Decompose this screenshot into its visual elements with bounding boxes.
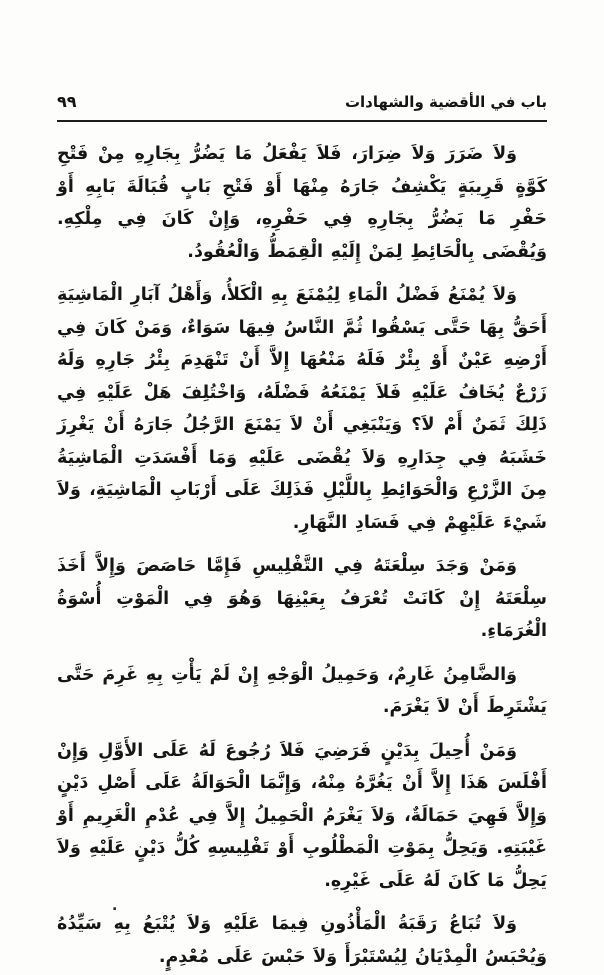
stray-print-mark: . — [112, 898, 118, 914]
chapter-title: باب في الأقضية والشهادات — [344, 93, 547, 111]
page-header — [57, 92, 547, 111]
page-body — [57, 138, 547, 973]
page-number: ٩٩ — [57, 92, 77, 111]
body-paragraph: وَمَنْ وَجَدَ سِلْعَتَهُ فِي التَّفْلِيسِ فَإِمَّا حَاصَصَ وَإِلاَّ أَخَذَ سِلْعَتَهُ إِنْ كَانَتْ تُعْرَفُ بِعَيْنِهَا وَهُوَ فِي الْمَوْتِ أُسْوَةُ الْغُرَمَاءِ. — [57, 556, 547, 641]
body-paragraph: وَلاَ تُبَاعُ رَقَبَةُ الْمَأْذُونِ فِيمَا عَلَيْهِ وَلاَ يُتْبَعُ بِهِ سَيِّدُهُ وَيُحْبَسُ الْمِدْيَانُ لِيُسْتَبْرَأَ وَلاَ حَبْسَ عَلَى مُعْدِمٍ. — [57, 914, 547, 967]
header-rule — [57, 120, 547, 122]
body-paragraph: وَلاَ يُمْنَعُ فَضْلُ الْمَاءِ لِيُمْنَعَ بِهِ الْكَلأُ، وَأَهْلُ آبَارِ الْمَاشِيَةِ أَحَقُّ بِهَا حَتَّى يَسْقُوا ثُمَّ النَّاسُ فِيهَا سَوَاءٌ، وَمَنْ كَانَ فِي أَرْضِهِ عَيْنٌ أَوْ بِئْرٌ فَلَهُ مَنْعُهَا إِلاَّ أَنْ تَنْهَدِمَ بِئْرُ جَارِهِ وَلَهُ زَرْعٌ يُخَافُ عَلَيْهِ فَلاَ يَمْنَعُهُ فَضْلَهُ، وَاخْتُلِفَ هَلْ عَلَيْهِ فِي ذَلِكَ ثَمَنٌ أَمْ لاَ؟ وَيَنْبَغِي أَنْ لاَ يَمْنَعَ الرَّجُلُ جَارَهُ أَنْ يَغْرِزَ خَشَبَهُ فِي جِدَارِهِ وَلاَ يُقْضَى عَلَيْهِ وَمَا أَفْسَدَتِ الْمَاشِيَةُ مِنَ الزَّرْعِ وَالْحَوَائِطِ بِاللَّيْلِ فَذَلِكَ عَلَى أَرْبَابِ الْمَاشِيَةِ، وَلاَ شَيْءَ عَلَيْهِمْ فِي فَسَادِ النَّهَارِ. — [57, 285, 547, 533]
body-paragraph: وَالضَّامِنُ غَارِمٌ، وَحَمِيلُ الْوَجْهِ إِنْ لَمْ يَأْتِ بِهِ غَرِمَ حَتَّى يَشْتَرِطَ أَنْ لاَ يَغْرَمَ. — [57, 664, 547, 717]
body-paragraph: وَلاَ ضَرَرَ وَلاَ ضِرَارَ، فَلاَ يَفْعَلُ مَا يَضُرُّ بِجَارِهِ مِنْ فَتْحِ كَوَّةٍ قَرِيبَةٍ يَكْشِفُ جَارَهُ مِنْهَا أَوْ فَتْحِ بَابٍ قُبَالَةَ بَابِهِ أَوْ حَفْرِ مَا يَضُرُّ بِجَارِهِ فِي حَفْرِهِ، وَإِنْ كَانَ فِي مِلْكِهِ. وَيُقْضَى بِالْحَائِطِ لِمَنْ إِلَيْهِ الْقِمَطُّ وَالْعُقُودُ. — [57, 144, 547, 262]
body-paragraph: وَمَنْ أُحِيلَ بِدَيْنٍ فَرَضِيَ فَلاَ رُجُوعَ لَهُ عَلَى الأَوَّلِ وَإِنْ أَفْلَسَ هَذَا إِلاَّ أَنْ يَغُرَّهُ مِنْهُ، وَإِنَّمَا الْحَوَالَةُ عَلَى أَصْلِ دَيْنٍ وَإِلاَّ فَهِيَ حَمَالَةٌ، وَلاَ يَغْرَمُ الْحَمِيلُ إِلاَّ فِي عُدْمِ الْغَرِيمِ أَوْ غَيْبَتِهِ. وَيَحِلُّ بِمَوْتِ الْمَطْلُوبِ أَوْ تَفْلِيسِهِ كُلُّ دَيْنٍ عَلَيْهِ وَلاَ يَحِلُّ مَا كَانَ لَهُ عَلَى غَيْرِهِ. — [57, 740, 547, 891]
